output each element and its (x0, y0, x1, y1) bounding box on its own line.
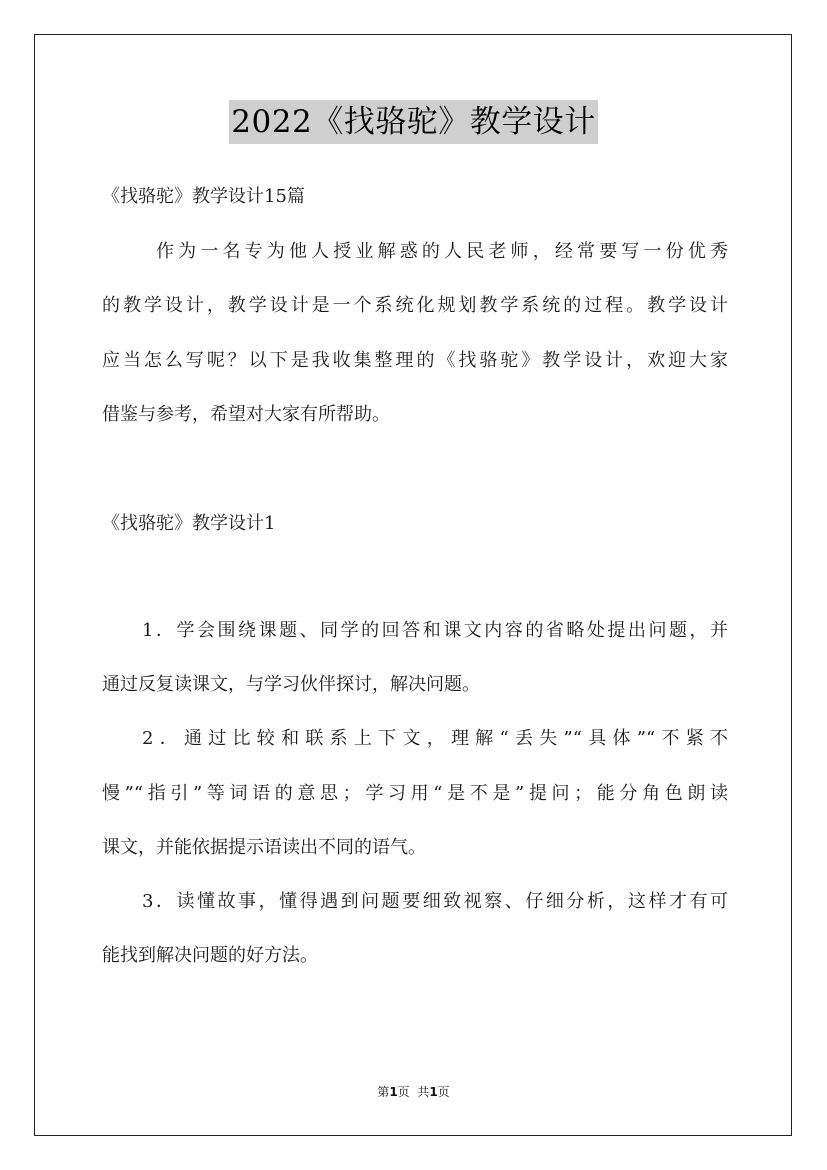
page-footer (0, 1083, 827, 1100)
title-container (0, 100, 827, 144)
footer-page-number: 1 (389, 1085, 398, 1099)
intro-line: 作为一名专为他人授业解惑的人民老师，经常要写一份优秀 (156, 241, 728, 262)
goal-line: 能找到解决问题的好方法。 (102, 945, 318, 966)
goal-line: 3．读懂故事，懂得遇到问题要细致视察、仔细分析，这样才有可 (142, 891, 728, 912)
section-heading: 《找骆驼》教学设计1 (102, 513, 276, 534)
goal-line: 2．通过比较和联系上下文，理解“丢失”“具体”“不紧不 (142, 728, 728, 749)
footer-mid: 页 共 (397, 1085, 430, 1099)
intro-line: 的教学设计，教学设计是一个系统化规划教学系统的过程。教学设计 (102, 295, 728, 316)
footer-prefix: 第 (377, 1085, 390, 1099)
intro-line: 借鉴与参考，希望对大家有所帮助。 (102, 404, 390, 425)
subtitle: 《找骆驼》教学设计15篇 (102, 186, 305, 207)
document-title: 2022《找骆驼》教学设计 (229, 100, 597, 144)
footer-suffix: 页 (437, 1085, 450, 1099)
intro-line: 应当怎么写呢？以下是我收集整理的《找骆驼》教学设计，欢迎大家 (102, 350, 728, 371)
goal-line: 课文，并能依据提示语读出不同的语气。 (102, 837, 426, 858)
goal-line: 慢”“指引”等词语的意思；学习用“是不是”提问；能分角色朗读 (102, 783, 728, 804)
goal-line: 通过反复读课文，与学习伙伴探讨，解决问题。 (102, 674, 480, 695)
goal-line: 1．学会围绕课题、同学的回答和课文内容的省略处提出问题，并 (142, 620, 728, 641)
footer-total-pages: 1 (429, 1085, 438, 1099)
